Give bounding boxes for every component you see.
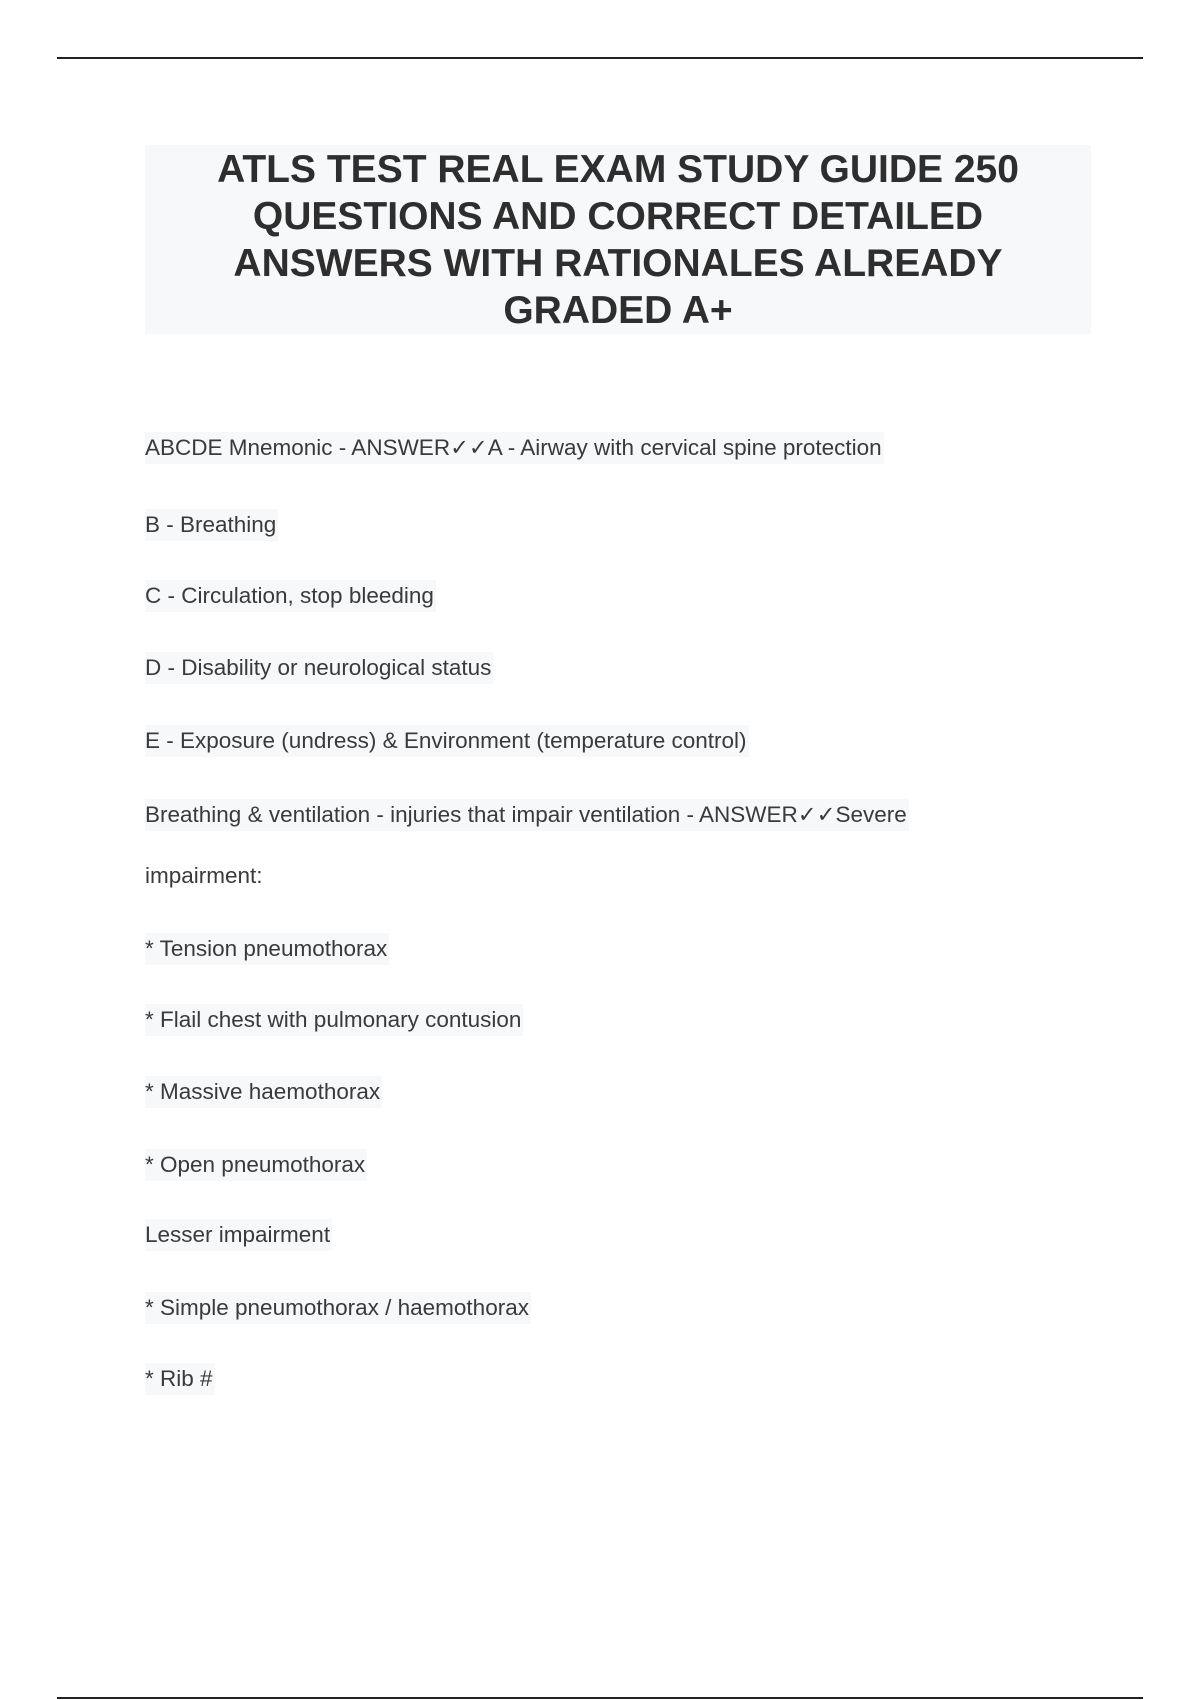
- text-line: ABCDE Mnemonic - ANSWER✓✓A - Airway with cervical spine protection: [145, 432, 884, 464]
- text-line: * Simple pneumothorax / haemothorax: [145, 1292, 531, 1324]
- text-line: D - Disability or neurological status: [145, 652, 493, 684]
- text-line: * Tension pneumothorax: [145, 933, 389, 965]
- top-rule: [57, 57, 1143, 59]
- text-line: impairment:: [145, 863, 263, 888]
- text-line: * Massive haemothorax: [145, 1076, 382, 1108]
- title-block: [145, 145, 1091, 334]
- text-line: * Open pneumothorax: [145, 1149, 367, 1181]
- text-line: C - Circulation, stop bleeding: [145, 580, 436, 612]
- text-line: E - Exposure (undress) & Environment (temperature control): [145, 725, 749, 757]
- text-line: Lesser impairment: [145, 1219, 332, 1251]
- document-title: ATLS TEST REAL EXAM STUDY GUIDE 250 QUESTIONS AND CORRECT DETAILED ANSWERS WITH RATIONALES ALREADY GRADED A+: [217, 147, 1019, 332]
- bottom-rule: [57, 1697, 1143, 1699]
- text-line: * Rib #: [145, 1363, 215, 1395]
- text-line: Breathing & ventilation - injuries that impair ventilation - ANSWER✓✓Severe: [145, 799, 909, 831]
- text-line: B - Breathing: [145, 509, 278, 541]
- text-line: * Flail chest with pulmonary contusion: [145, 1004, 523, 1036]
